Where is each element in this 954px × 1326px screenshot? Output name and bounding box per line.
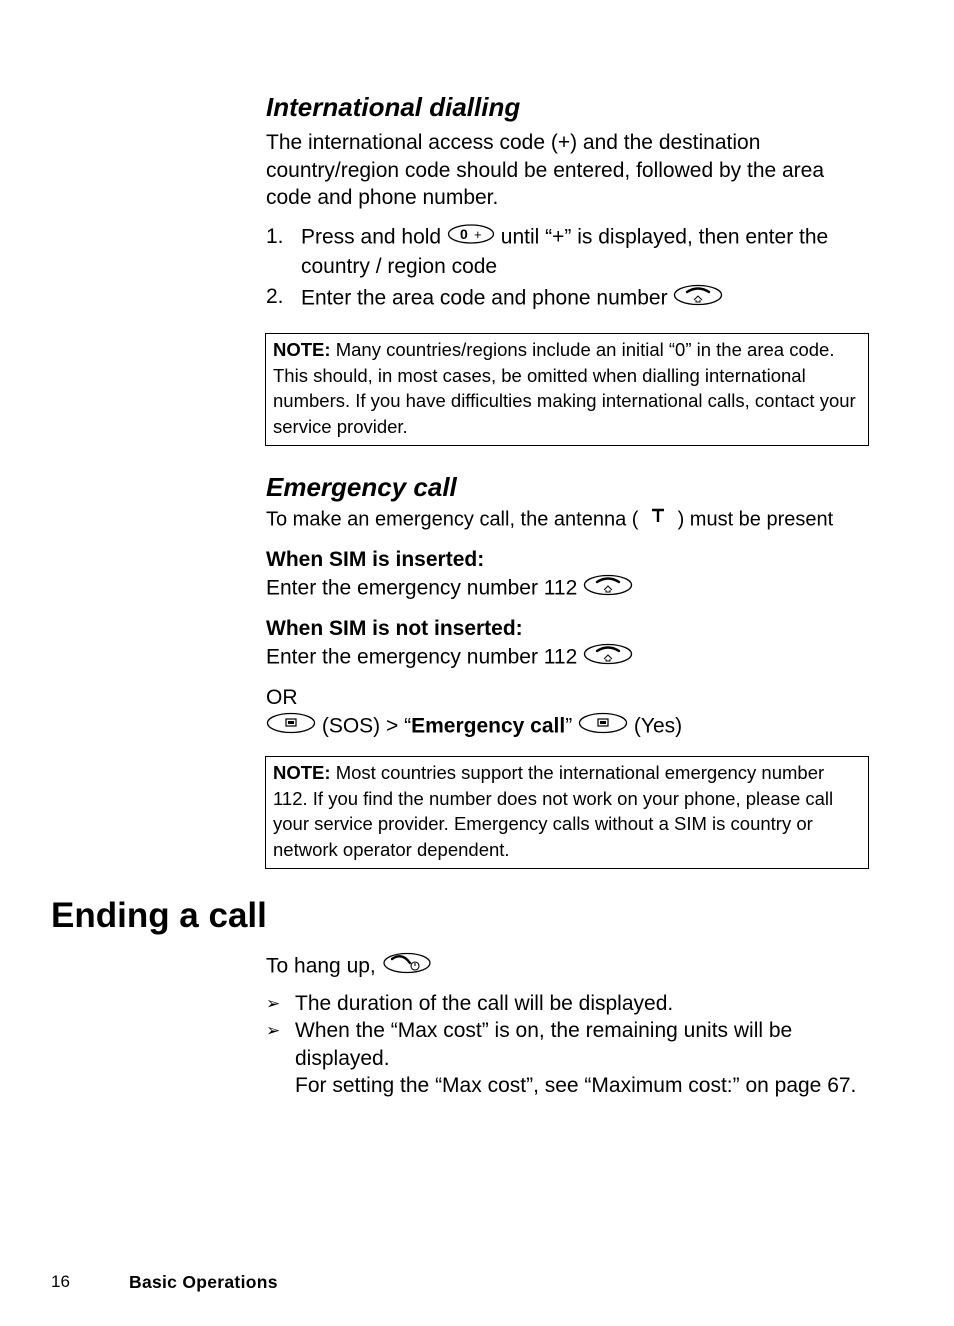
sim-inserted-label: When SIM is inserted: [266,547,485,571]
ending-call-heading: Ending a call [51,896,267,935]
dialling-steps [266,223,868,315]
step-1: 1. Press and hold 0 + until “+” is displayed, then enter the country / region code [266,224,829,278]
zero-plus-key-icon [447,223,495,253]
sim-inserted-text: Enter the emergency number 112 [266,573,868,605]
sos-line: (SOS) > “Emergency call” (Yes) [266,711,868,743]
send-key-icon [583,573,633,605]
international-note: NOTE: Many countries/regions include an initial “0” in the area code. This should, in most cases, be omitted when dialling international numbers. If you have difficulties making international calls, contact your service provider. [265,333,869,446]
svg-text:+: + [473,226,482,242]
send-key-icon [673,283,723,315]
or-text: OR [266,685,298,709]
antenna-icon [644,506,672,535]
arrow-bullet-icon: ➢ [266,1021,281,1040]
ending-bullets [266,990,868,1073]
emergency-call-heading: Emergency call [266,472,457,502]
max-cost-reference: For setting the “Max cost”, see “Maximum cost:” on page 67. [295,1074,857,1097]
sim-not-inserted-label: When SIM is not inserted: [266,616,523,640]
arrow-bullet-icon: ➢ [266,993,281,1013]
menu-key-icon [266,711,316,743]
sim-not-inserted-text: Enter the emergency number 112 [266,642,868,674]
page-number: 16 [51,1272,70,1291]
international-dialling-section [266,92,868,315]
hang-up-text: To hang up, [266,950,868,984]
footer-section-title: Basic Operations [129,1272,278,1292]
international-dialling-heading: International dialling [266,92,521,122]
svg-text:0: 0 [459,225,468,242]
step-2: 2. Enter the area code and phone number [266,283,868,315]
menu-key-icon [578,711,628,743]
list-item: ➢ When the “Max cost” is on, the remaining units will be displayed. [266,1019,793,1070]
emergency-intro: To make an emergency call, the antenna ( ) must be present [266,506,868,535]
ending-call-section [266,950,868,1100]
end-key-icon [382,950,432,984]
send-key-icon [583,642,633,674]
emergency-note: NOTE: Most countries support the international emergency number 112. If you find the number does not work on your phone, please call your service provider. Emergency calls without a SIM is country or network operator dependent. [265,756,869,869]
international-dialling-intro: The international access code (+) and the destination country/region code should be entered, followed by the area code and phone number. [266,131,825,209]
list-item: ➢ The duration of the call will be displayed. [266,990,868,1018]
emergency-call-section [266,472,868,743]
